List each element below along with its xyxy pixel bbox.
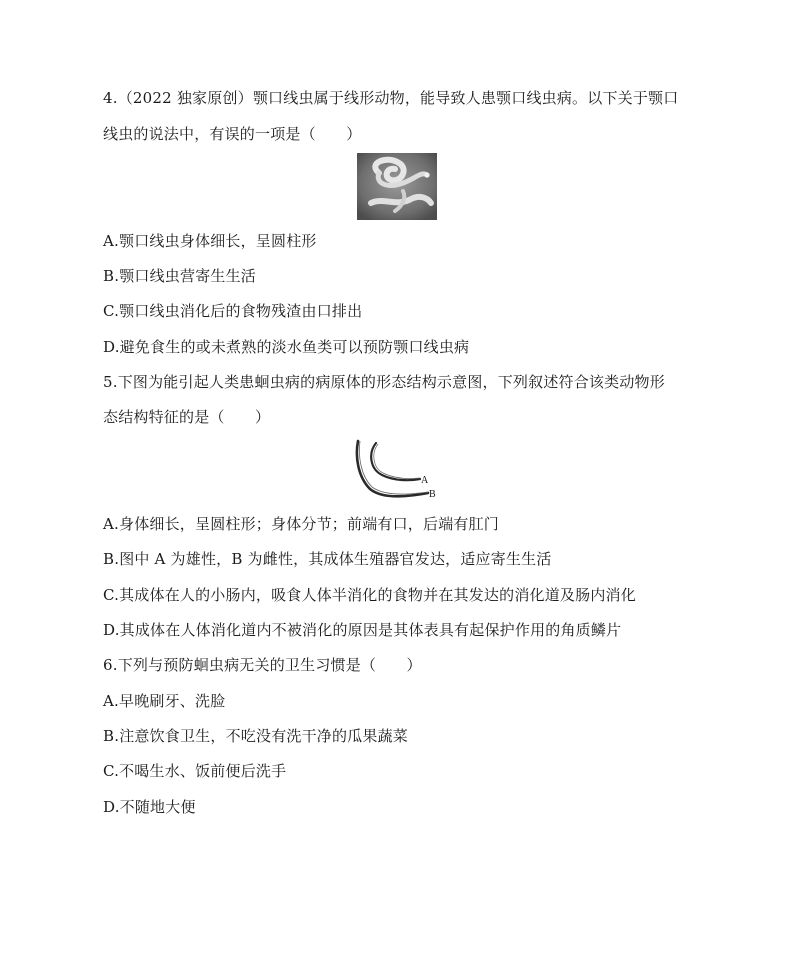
figure-label-b: B <box>429 489 436 500</box>
question-6-option-a: A.早晚刷牙、洗脸 <box>103 692 226 710</box>
question-4-option-c: C.颚口线虫消化后的食物残渣由口排出 <box>103 302 363 320</box>
figure-label-a: A <box>421 475 429 486</box>
question-6-option-d: D.不随地大便 <box>103 798 196 816</box>
question-4-option-d: D.避免食生的或未煮熟的淡水鱼类可以预防颚口线虫病 <box>103 338 470 356</box>
question-5-stem-line-2: 态结构特征的是（ ） <box>103 408 271 426</box>
question-4-stem-line-1: 4.（2022 独家原创）颚口线虫属于线形动物，能导致人患颚口线虫病。以下关于颚口 <box>103 89 679 107</box>
question-5-option-d: D.其成体在人体消化道内不被消化的原因是其体表具有起保护作用的角质鳞片 <box>103 621 622 639</box>
question-4-option-b: B.颚口线虫营寄生生活 <box>103 267 256 285</box>
question-5-option-c: C.其成体在人的小肠内，吸食人体半消化的食物并在其发达的消化道及肠内消化 <box>103 586 636 604</box>
question-5-stem-line-1: 5.下图为能引起人类患蛔虫病的病原体的形态结构示意图，下列叙述符合该类动物形 <box>103 373 665 391</box>
question-5-option-a: A.身体细长，呈圆柱形；身体分节；前端有口，后端有肛门 <box>103 515 500 533</box>
question-4-option-a: A.颚口线虫身体细长，呈圆柱形 <box>103 232 317 250</box>
question-4-stem-line-2: 线虫的说法中，有误的一项是（ ） <box>103 125 362 143</box>
question-6-option-b: B.注意饮食卫生，不吃没有洗干净的瓜果蔬菜 <box>103 727 408 745</box>
question-5-option-b: B.图中 A 为雄性，B 为雌性，其成体生殖器官发达，适应寄生生活 <box>103 550 552 568</box>
question-6-stem: 6.下列与预防蛔虫病无关的卫生习惯是（ ） <box>103 656 422 674</box>
question-6-option-c: C.不喝生水、饭前便后洗手 <box>103 762 287 780</box>
ascaris-diagram-icon <box>352 437 444 505</box>
roundworm-photo-icon <box>357 153 437 220</box>
